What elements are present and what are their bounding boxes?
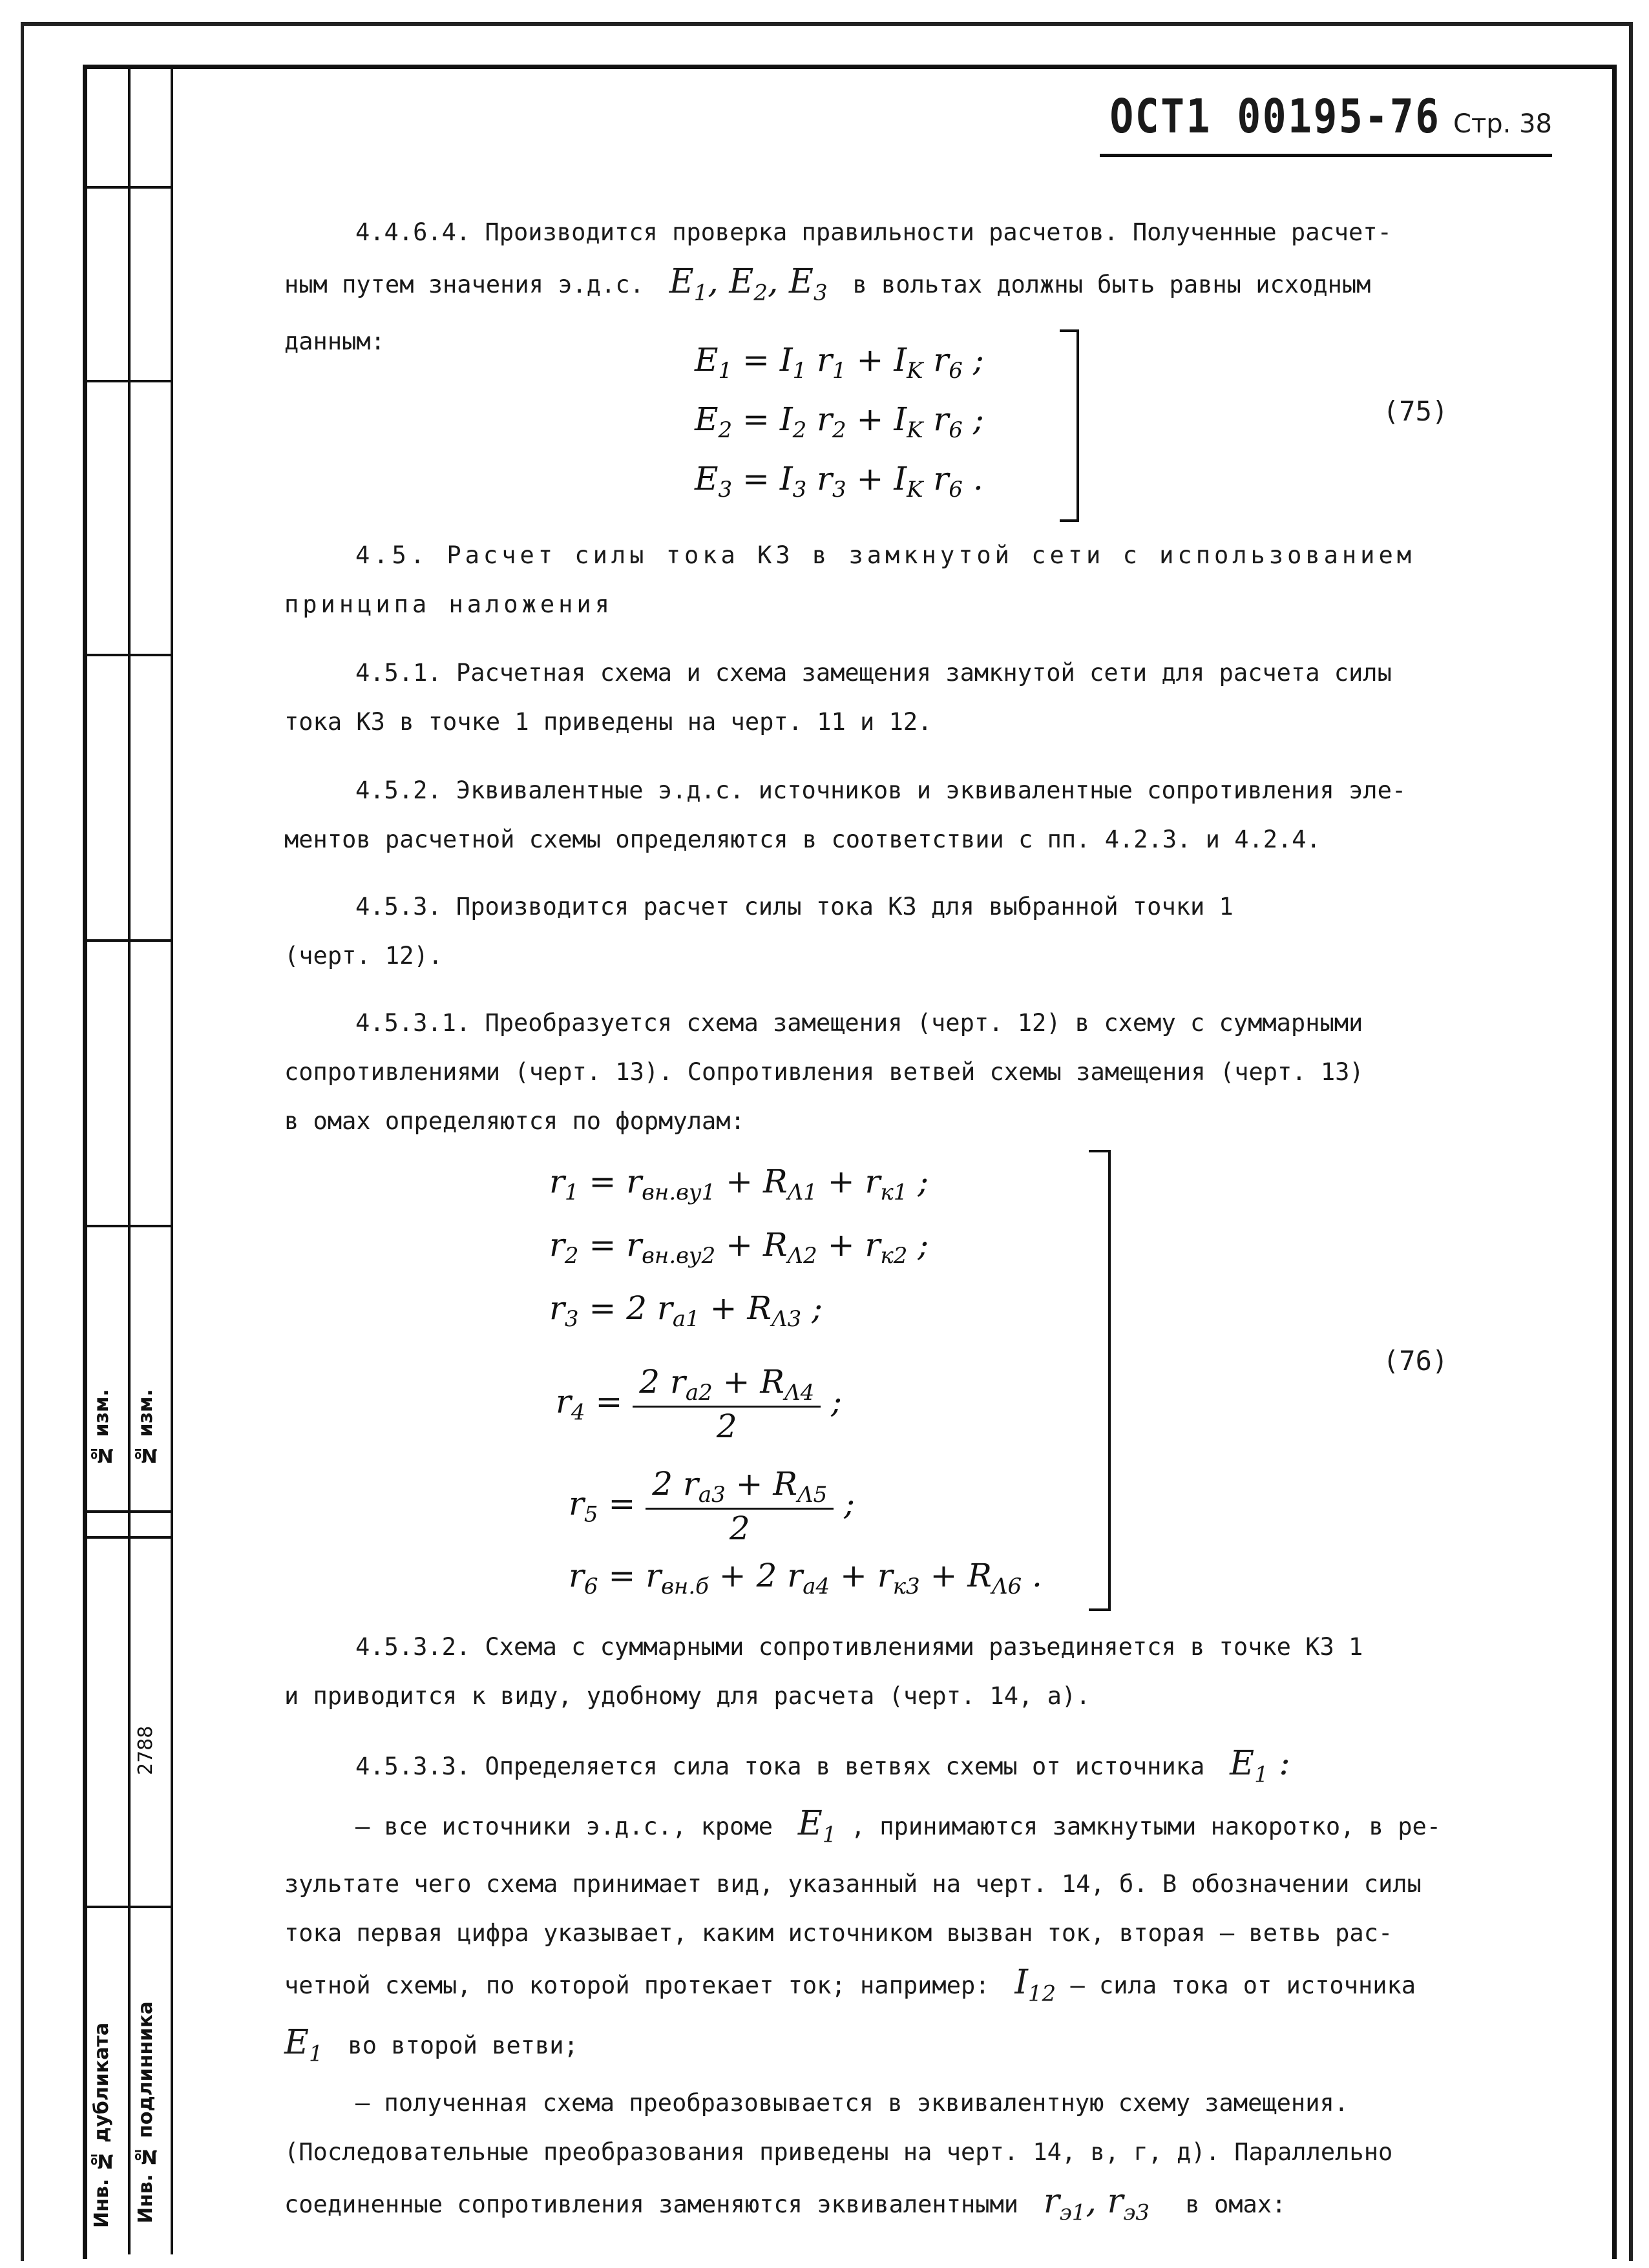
- strip-divider: [171, 65, 173, 2254]
- strip-cell-rule: [83, 1225, 173, 1227]
- text-line: [284, 1958, 1473, 2018]
- text-span: во второй ветви;: [348, 2032, 578, 2060]
- paragraph-4-5-3-1: [284, 999, 1473, 1146]
- text-line: данным:: [284, 328, 385, 356]
- emf-e1-symbol: $E_1$: [787, 1804, 837, 1848]
- equation-76-number: (76): [1383, 1345, 1449, 1377]
- strip-cell-rule: [83, 939, 173, 942]
- equation-76-line-1: $r_1 = r_{вн.ву1} + R_{\Lambda 1} + r_{к1}$ ;: [549, 1163, 929, 1205]
- text-line: 4.4.6.4. Производится проверка правильности расчетов. Полученные расчет-: [355, 218, 1392, 246]
- text-line: (Последовательные преобразования приведены на черт. 14, в, г, д). Параллельно: [284, 2138, 1393, 2166]
- equation-76-line-5: $r_5$ = $\frac{2 r_{a3} + R_{\Lambda 5}}{2}$ ;: [569, 1465, 856, 1547]
- text-line: [284, 1739, 1473, 1799]
- header-underline: [1100, 154, 1552, 157]
- text-line: [284, 1799, 1473, 1859]
- stamp-duplicate-number: 2788: [134, 1725, 157, 1776]
- text-line: 4.5.3. Производится расчет силы тока КЗ для выбранной точки 1: [355, 893, 1234, 921]
- text-span: соединенные сопротивления заменяются эквивалентными: [284, 2190, 1019, 2218]
- strip-cell-rule: [83, 654, 173, 656]
- text-line: 4.5.1. Расчетная схема и схема замещения замкнутой сети для расчета силы: [355, 659, 1392, 687]
- text-line: [284, 2018, 1473, 2078]
- paragraph-4-5-3-3: [284, 1739, 1473, 2237]
- emf-e1-symbol: $E_1$ :: [1219, 1744, 1290, 1788]
- text-line: 4.5.2. Эквивалентные э.д.с. источников и эквивалентные сопротивления эле-: [355, 776, 1407, 804]
- equation-75-line-1: $E_1 = I_1$ $r_1 + I_K$ $r_6$ ;: [695, 341, 984, 384]
- equation-76-line-4: $r_4$ = $\frac{2 r_{a2} + R_{\Lambda 4}}{2}$ ;: [556, 1363, 843, 1445]
- strip-divider: [128, 65, 131, 2254]
- equation-75-line-2: $E_2 = I_2$ $r_2 + I_K$ $r_6$ ;: [695, 401, 984, 443]
- current-i12-symbol: $I_{12}$: [1003, 1962, 1056, 2007]
- text-line: и приводится к виду, удобному для расчета (черт. 14, а).: [284, 1682, 1091, 1710]
- text-line: 4.5.3.1. Преобразуется схема замещения (черт. 12) в схему с суммарными: [355, 1009, 1363, 1037]
- text-line: тока первая цифра указывает, каким источником вызван ток, вторая – ветвь рас-: [284, 1919, 1393, 1947]
- text-span: в вольтах должны быть равны исходным: [852, 271, 1371, 298]
- strip-cell-rule: [83, 1536, 173, 1539]
- text-line: ментов расчетной схемы определяются в соответствии с пп. 4.2.3. и 4.2.4.: [284, 826, 1321, 853]
- strip-cell-rule: [83, 186, 173, 189]
- text-line: (черт. 12).: [284, 942, 443, 970]
- equation-76-brace: [1089, 1150, 1111, 1611]
- document-code: ОСТ1 00195-76: [1109, 89, 1441, 143]
- text-span: – сила тока от источника: [1070, 1971, 1416, 1999]
- strip-cell-rule: [83, 1510, 173, 1513]
- page-number: Стр. 38: [1453, 109, 1552, 139]
- text-line: в омах определяются по формулам:: [284, 1107, 745, 1135]
- equation-76-line-3: $r_3 = 2$ $r_{a1} + R_{\Lambda 3}$ ;: [549, 1289, 823, 1332]
- paragraph-4-5-1: [284, 649, 1473, 747]
- equivalent-resistance-symbols: $r_{э1}$, $r_{э3}$: [1033, 2181, 1150, 2225]
- text-line: [284, 257, 1473, 317]
- paragraph-4-5-3-2: [284, 1623, 1473, 1721]
- text-line: 4.5. Расчет силы тока КЗ в замкнутой сети с использованием: [355, 541, 1416, 569]
- emf-symbols: $E_1$, $E_2$, $E_3$: [658, 262, 828, 306]
- text-span: в омах:: [1185, 2190, 1287, 2218]
- equation-76-line-6: $r_6 = r_{вн.б} + 2$ $r_{a4} + r_{к3} + R_{\Lambda 6}$ .: [569, 1557, 1042, 1599]
- text-line: – полученная схема преобразовывается в эквивалентную схему замещения.: [355, 2088, 1349, 2117]
- text-line: зультате чего схема принимает вид, указанный на черт. 14, б. В обозначении силы: [284, 1869, 1422, 1898]
- text-span: ным путем значения э.д.с.: [284, 271, 644, 298]
- text-span: 4.5.3.3. Определяется сила тока в ветвях схемы от источника: [355, 1753, 1205, 1780]
- text-span: – все источники э.д.с., кроме: [355, 1813, 773, 1841]
- paragraph-4-5-2: [284, 766, 1473, 864]
- text-line: сопротивлениями (черт. 13). Сопротивления ветвей схемы замещения (черт. 13): [284, 1058, 1364, 1086]
- strip-cell-rule: [83, 380, 173, 382]
- equation-75-line-3: $E_3 = I_3$ $r_3 + I_K$ $r_6$ .: [695, 460, 983, 503]
- section-4-5-heading: [284, 531, 1473, 629]
- document-header: [1051, 89, 1552, 143]
- strip-cell-rule: [83, 1906, 173, 1908]
- stamp-inv-duplicate: Инв. № дубликата: [90, 2022, 113, 2229]
- text-line: [284, 2177, 1473, 2237]
- emf-e1-symbol: $E_1$: [284, 2023, 323, 2067]
- text-line: принципа наложения: [284, 590, 613, 618]
- text-line: 4.5.3.2. Схема с суммарными сопротивлениями разъединяется в точке КЗ 1: [355, 1633, 1363, 1661]
- stamp-no-izm: № изм.: [90, 1389, 113, 1466]
- equation-76-line-2: $r_2 = r_{вн.ву2} + R_{\Lambda 2} + r_{к2}$ ;: [549, 1226, 929, 1269]
- equation-75-number: (75): [1383, 395, 1449, 427]
- text-span: четной схемы, по которой протекает ток; например:: [284, 1971, 990, 1999]
- equation-75-brace: [1060, 329, 1079, 522]
- text-span: , принимаются замкнутыми накоротко, в ре-: [850, 1813, 1442, 1841]
- stamp-izm: № изм.: [134, 1389, 157, 1466]
- text-line: тока КЗ в точке 1 приведены на черт. 11 и 12.: [284, 708, 932, 736]
- stamp-inv-original: Инв. № подлинника: [134, 2001, 157, 2223]
- paragraph-4-5-3: [284, 882, 1473, 981]
